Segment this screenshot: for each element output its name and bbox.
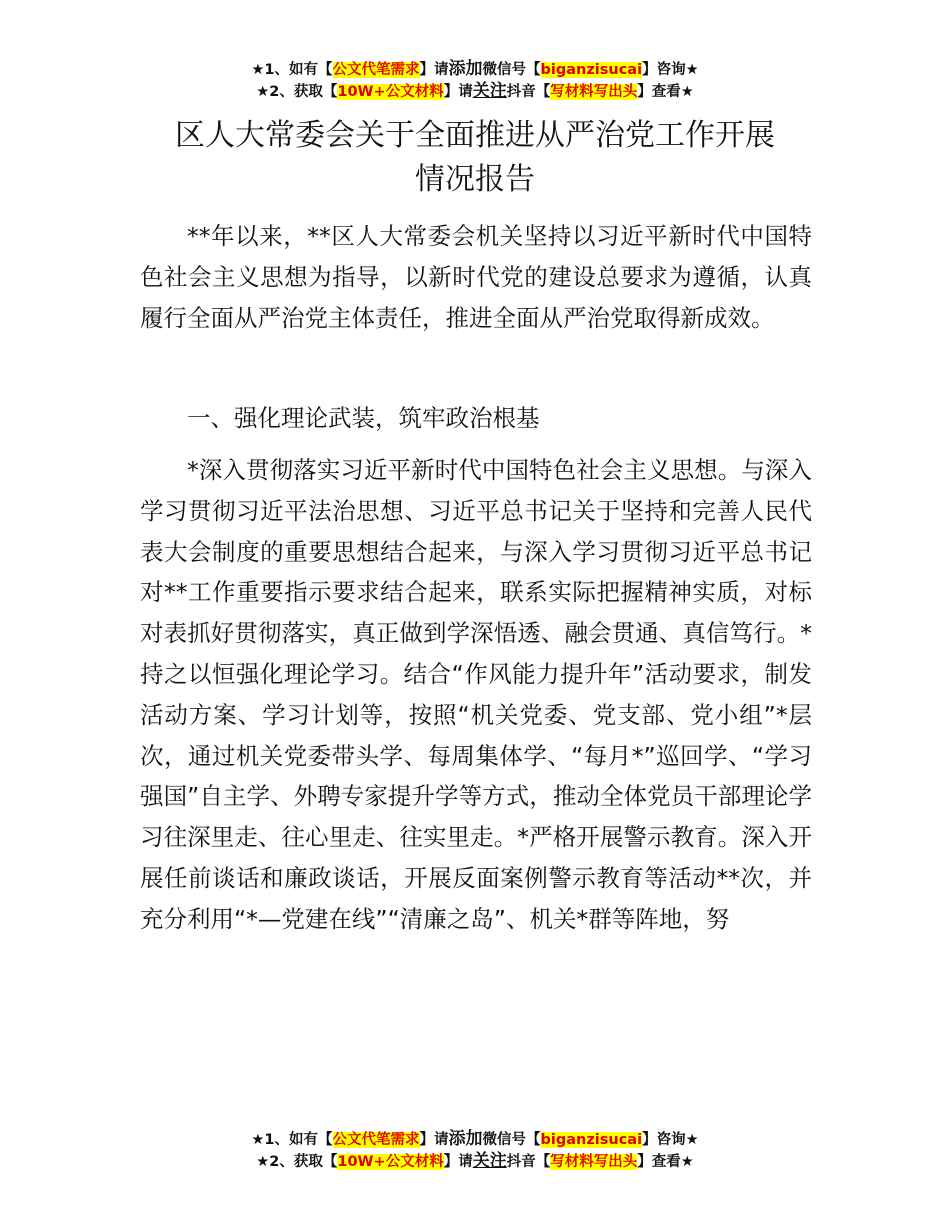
banner-emphasis: 添加 (448, 59, 483, 79)
banner-line-1 (0, 1129, 950, 1151)
banner-text: 抖音【 (506, 1154, 551, 1170)
banner-text: 】请 (419, 62, 449, 78)
document-title: 区人大常委会关于全面推进从严治党工作开展 情况报告 (175, 118, 775, 197)
banner-line-2 (0, 1151, 950, 1173)
banner-text: ★2、获取【 (256, 1154, 338, 1170)
banner-text: 微信号【 (482, 1132, 541, 1148)
header-banner (0, 59, 950, 103)
banner-highlight: 公文代笔需求 (332, 1132, 420, 1148)
banner-text: 抖音【 (506, 84, 551, 100)
banner-highlight: 写材料写出头 (550, 1154, 638, 1170)
banner-text: 】查看★ (637, 1154, 694, 1170)
banner-emphasis: 关注 (472, 1151, 507, 1171)
banner-line-1 (0, 59, 950, 81)
banner-text: 】请 (443, 1154, 473, 1170)
banner-highlight: 10W+公文材料 (337, 84, 444, 100)
banner-highlight: 公文代笔需求 (332, 62, 420, 78)
banner-emphasis: 关注 (472, 81, 507, 101)
banner-text: 】请 (443, 84, 473, 100)
paragraph-body: *深入贯彻落实习近平新时代中国特色社会主义思想。与深入学习贯彻习近平法治思想、习近平总书记关于坚持和完善人民代表大会制度的重要思想结合起来，与深入学习贯彻习近平总书记对**工作重要指示要求结合起来，联系实际把握精神实质，对标对表抓好贯彻落实，真正做到学深悟透、融会贯通、真信笃行。*持之以恒强化理论学习。结合“作风能力提升年”活动要求，制发活动方案、学习计划等，按照“机关党委、党支部、党小组”*层次，通过机关党委带头学、每周集体学、“每月*”巡回学、“学习强国”自主学、外聘专家提升学等方式，推动全体党员干部理论学习往深里走、往心里走、往实里走。*严格开展警示教育。深入开展任前谈话和廉政谈话，开展反面案例警示教育等活动**次，并充分利用“*—党建在线”“清廉之岛”、机关*群等阵地，努 (140, 456, 812, 933)
banner-emphasis: 添加 (448, 1129, 483, 1149)
footer-banner (0, 1129, 950, 1173)
banner-text: 微信号【 (482, 62, 541, 78)
banner-line-2 (0, 81, 950, 103)
banner-highlight: biganzisucai (540, 1132, 643, 1148)
banner-text: 】咨询★ (642, 1132, 699, 1148)
banner-highlight: 写材料写出头 (550, 84, 638, 100)
banner-text: 】请 (419, 1132, 449, 1148)
banner-text: ★1、如有【 (251, 1132, 333, 1148)
banner-highlight: 10W+公文材料 (337, 1154, 444, 1170)
banner-text: ★2、获取【 (256, 84, 338, 100)
banner-text: 】咨询★ (642, 62, 699, 78)
banner-highlight: biganzisucai (540, 62, 643, 78)
section-heading: 一、强化理论武装，筑牢政治根基 (187, 404, 540, 432)
banner-text: ★1、如有【 (251, 62, 333, 78)
banner-text: 】查看★ (637, 84, 694, 100)
paragraph-intro: **年以来，**区人大常委会机关坚持以习近平新时代中国特色社会主义思想为指导，以新时代党的建设总要求为遵循，认真履行全面从严治党主体责任，推进全面从严治党取得新成效。 (140, 222, 812, 332)
